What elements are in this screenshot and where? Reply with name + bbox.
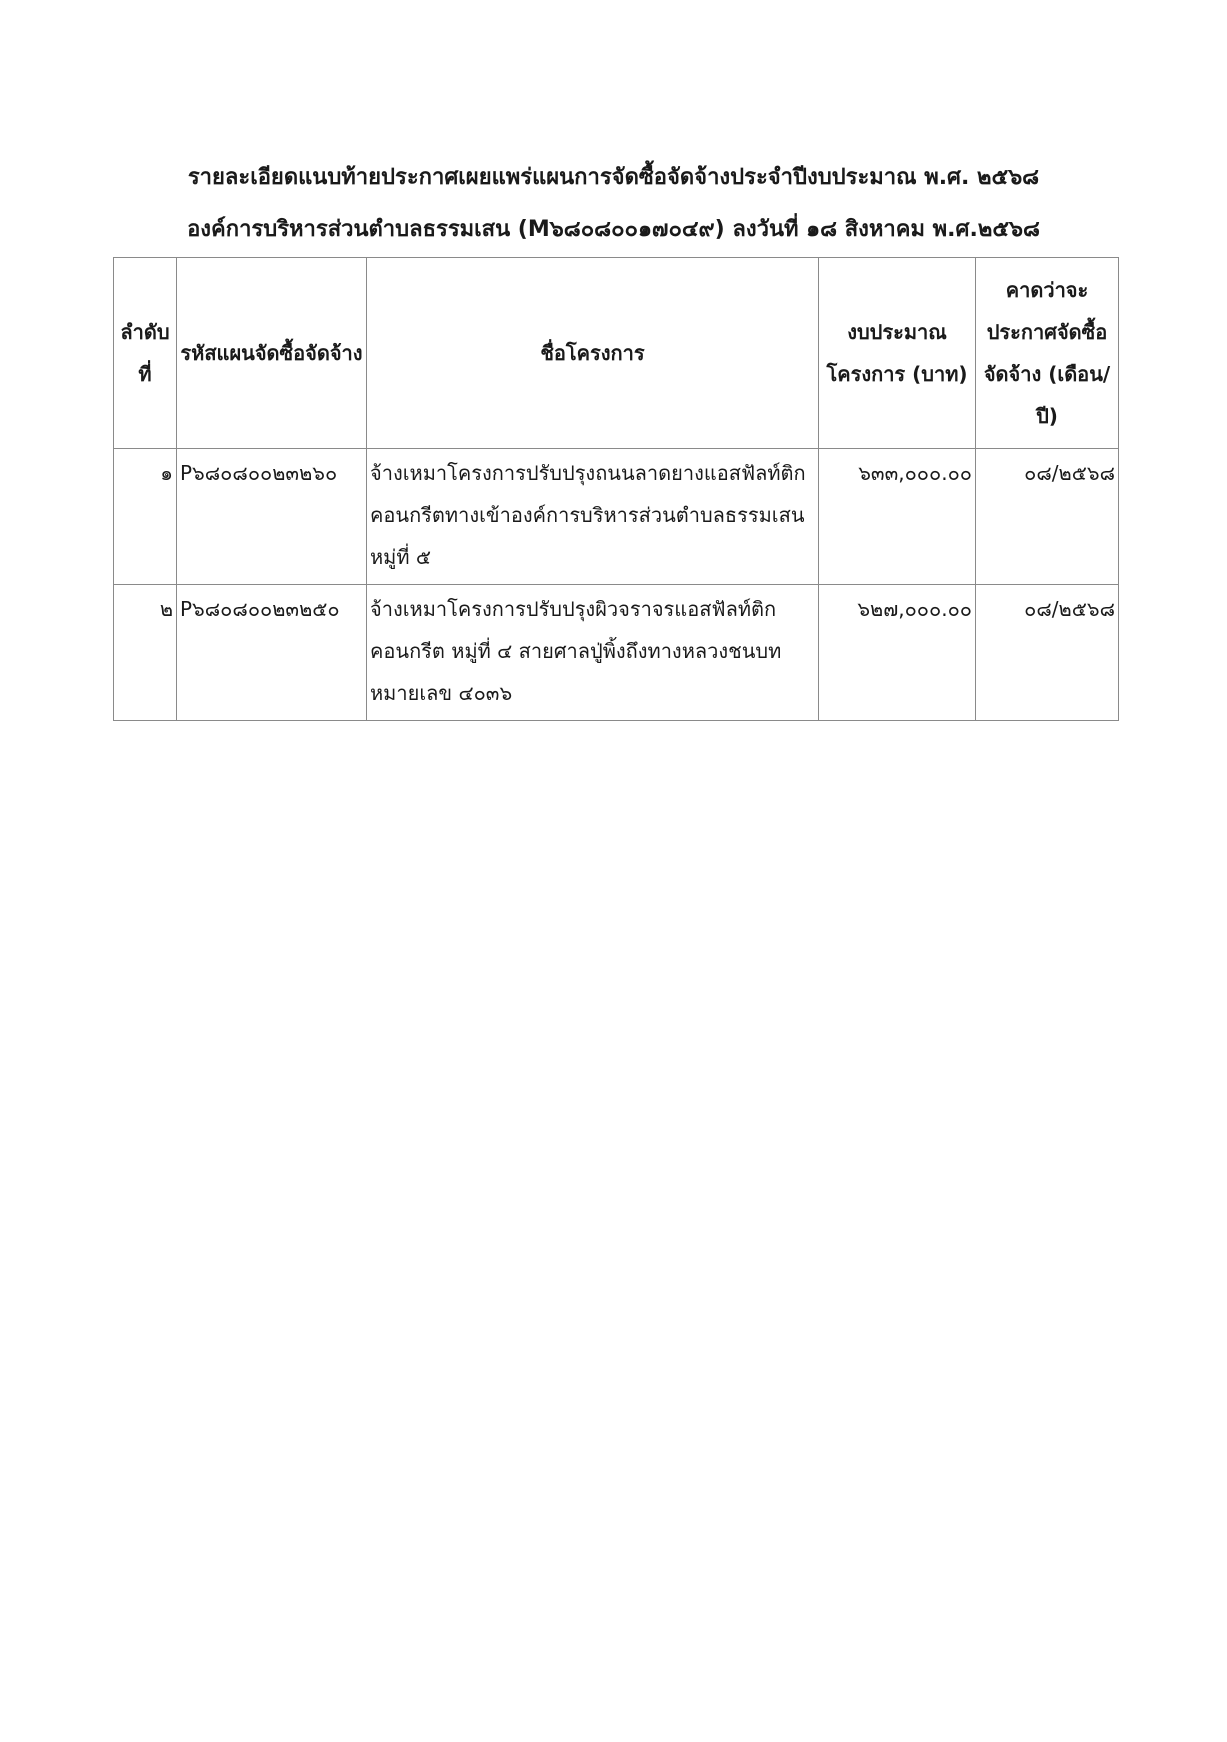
header-seq: ลำดับที่: [114, 258, 177, 449]
procurement-plan-table: [113, 257, 1119, 721]
header-project-name: ชื่อโครงการ: [367, 258, 819, 449]
document-title: รายละเอียดแนบท้ายประกาศเผยแพร่แผนการจัดซื้อจัดจ้างประจำปีงบประมาณ พ.ศ. ๒๕๖๘: [187, 165, 1040, 190]
table-header-row: [114, 258, 1119, 449]
cell-seq: ๒: [114, 585, 177, 721]
cell-budget: ๖๒๗,๐๐๐.๐๐: [819, 585, 976, 721]
cell-project-name: จ้างเหมาโครงการปรับปรุงถนนลาดยางแอสฟัลท์ติกคอนกรีตทางเข้าองค์การบริหารส่วนตำบลธรรมเสน หมู่ที่ ๕: [367, 449, 819, 585]
table-row: [114, 449, 1119, 585]
header-plan-code: รหัสแผนจัดซื้อจัดจ้าง: [177, 258, 367, 449]
cell-expected-month: ๐๘/๒๕๖๘: [976, 585, 1119, 721]
cell-budget: ๖๓๓,๐๐๐.๐๐: [819, 449, 976, 585]
header-expected-month: คาดว่าจะประกาศจัดซื้อจัดจ้าง (เดือน/ปี): [976, 258, 1119, 449]
document-subtitle: องค์การบริหารส่วนตำบลธรรมเสน (M๖๘๐๘๐๐๑๗๐๔๙) ลงวันที่ ๑๘ สิงหาคม พ.ศ.๒๕๖๘: [187, 217, 1040, 242]
cell-expected-month: ๐๘/๒๕๖๘: [976, 449, 1119, 585]
cell-plan-code: P๖๘๐๘๐๐๒๓๒๕๐: [177, 585, 367, 721]
cell-plan-code: P๖๘๐๘๐๐๒๓๒๖๐: [177, 449, 367, 585]
cell-project-name: จ้างเหมาโครงการปรับปรุงผิวจราจรแอสฟัลท์ติกคอนกรีต หมู่ที่ ๔ สายศาลปู่พิ้งถึงทางหลวงชนบท หมายเลข ๔๐๓๖: [367, 585, 819, 721]
table-row: [114, 585, 1119, 721]
header-budget: งบประมาณโครงการ (บาท): [819, 258, 976, 449]
cell-seq: ๑: [114, 449, 177, 585]
